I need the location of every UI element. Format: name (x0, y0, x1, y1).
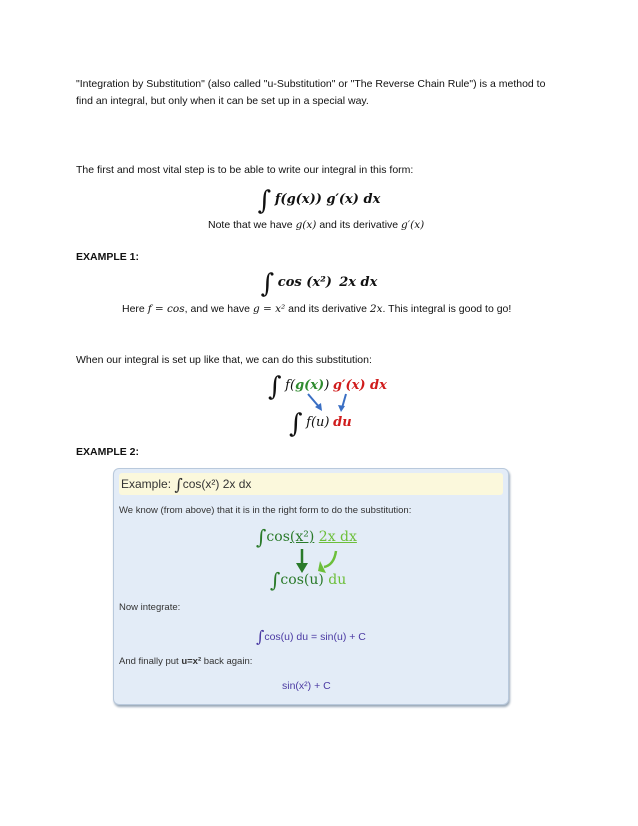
integral-sign-icon: ∫ (270, 568, 281, 592)
integral-sign-icon: ∫ (268, 372, 282, 402)
intro-paragraph: "Integration by Substitution" (also called "u-Substitution" or "The Reverse Chain Rule") is a method to find an integral, but only when it can be set up in a special way. (76, 78, 546, 107)
example1-heading: EXAMPLE 1: (76, 251, 140, 263)
example1-formula: ∫ cos (x²) 2x dx (260, 269, 378, 299)
integral-sign-icon: ∫ (256, 525, 267, 549)
example2-box-header: Example: ∫cos(x²) 2x dx (119, 473, 503, 495)
substitution-result: ∫ f(u) du (289, 409, 352, 439)
substitution-paragraph: When our integral is set up like that, we can do this substitution: (76, 354, 372, 366)
example2-line3: And finally put u=x² back again: (119, 656, 253, 667)
integral-sign-icon: ∫ (256, 627, 265, 646)
integral-sign-icon: ∫ (174, 475, 183, 494)
integral-sign-icon: ∫ (289, 409, 303, 439)
example2-final: sin(x²) + C (282, 680, 331, 692)
example2-integrated: ∫cos(u) du = sin(u) + C (256, 627, 366, 646)
example2-line2: Now integrate: (119, 602, 181, 613)
example2-substitution-expr: ∫cos(x²) 2x dx (256, 525, 357, 549)
example2-result-expr: ∫cos(u) du (270, 568, 347, 592)
note-line: Note that we have g(x) and its derivative g′(x) (208, 219, 425, 231)
integral-sign-icon: ∫ (260, 269, 275, 299)
step-paragraph: The first and most vital step is to be able to write our integral in this form: (76, 164, 414, 176)
example1-explanation: Here f = cos, and we have g = x² and its derivative 2x. This integral is good to go! (122, 303, 512, 315)
substitution-formula: ∫ f(g(x)) g′(x) dx (268, 372, 387, 402)
general-form-formula: ∫ f(g(x)) g′(x) dx (257, 186, 381, 216)
example2-box (113, 468, 509, 705)
example2-line1: We know (from above) that it is in the right form to do the substitution: (119, 505, 412, 516)
integral-sign-icon: ∫ (257, 186, 272, 216)
example2-heading: EXAMPLE 2: (76, 446, 140, 458)
